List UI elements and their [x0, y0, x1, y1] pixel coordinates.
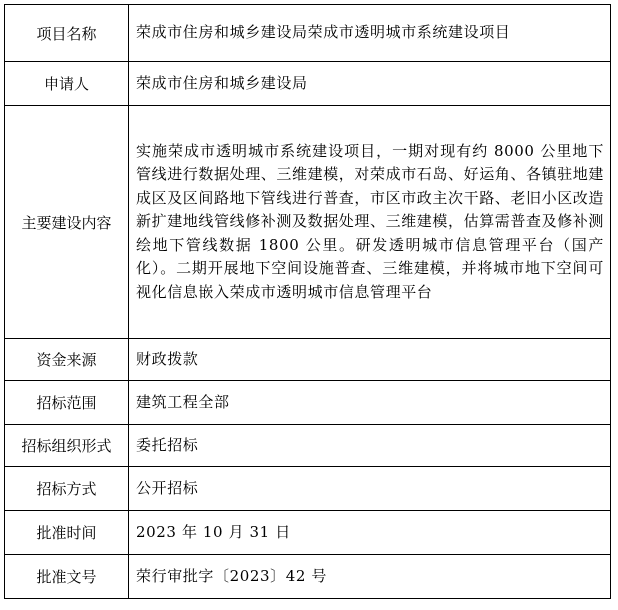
label-funding-source: 资金来源: [5, 339, 129, 381]
row-funding-source: [5, 339, 611, 381]
label-bid-method: 招标方式: [5, 467, 129, 511]
value-bid-method: 公开招标: [129, 467, 611, 511]
value-approval-number: 荣行审批字〔2023〕42 号: [129, 555, 611, 599]
row-approval-number: [5, 555, 611, 599]
value-project-name: 荣成市住房和城乡建设局荣成市透明城市系统建设项目: [129, 5, 611, 62]
row-project-name: [5, 5, 611, 62]
row-applicant: [5, 62, 611, 106]
label-bid-scope: 招标范围: [5, 381, 129, 425]
project-info-table: [4, 4, 611, 599]
row-approval-date: [5, 511, 611, 555]
label-approval-date: 批准时间: [5, 511, 129, 555]
row-main-content: [5, 106, 611, 339]
label-applicant: 申请人: [5, 62, 129, 106]
value-funding-source: 财政拨款: [129, 339, 611, 381]
value-bid-scope: 建筑工程全部: [129, 381, 611, 425]
label-bid-organization: 招标组织形式: [5, 425, 129, 467]
value-bid-organization: 委托招标: [129, 425, 611, 467]
label-approval-number: 批准文号: [5, 555, 129, 599]
row-bid-method: [5, 467, 611, 511]
value-applicant: 荣成市住房和城乡建设局: [129, 62, 611, 106]
value-approval-date: 2023 年 10 月 31 日: [129, 511, 611, 555]
label-project-name: 项目名称: [5, 5, 129, 62]
row-bid-organization: [5, 425, 611, 467]
row-bid-scope: [5, 381, 611, 425]
label-main-content: 主要建设内容: [5, 106, 129, 339]
value-main-content: 实施荣成市透明城市系统建设项目，一期对现有约 8000 公里地下管线进行数据处理、三维建模，对荣成市石岛、好运角、各镇驻地建成区及区间路地下管线进行普查，市区市政主次干路、老旧小区改造新扩建地线管线修补测及数据处理、三维建模，估算需普查及修补测绘地下管线数据 1800 公里。研发透明城市信息管理平台（国产化）。二期开展地下空间设施普查、三维建模，并将城市地下空间可视化信息嵌入荣成市透明城市信息管理平台: [129, 106, 611, 339]
